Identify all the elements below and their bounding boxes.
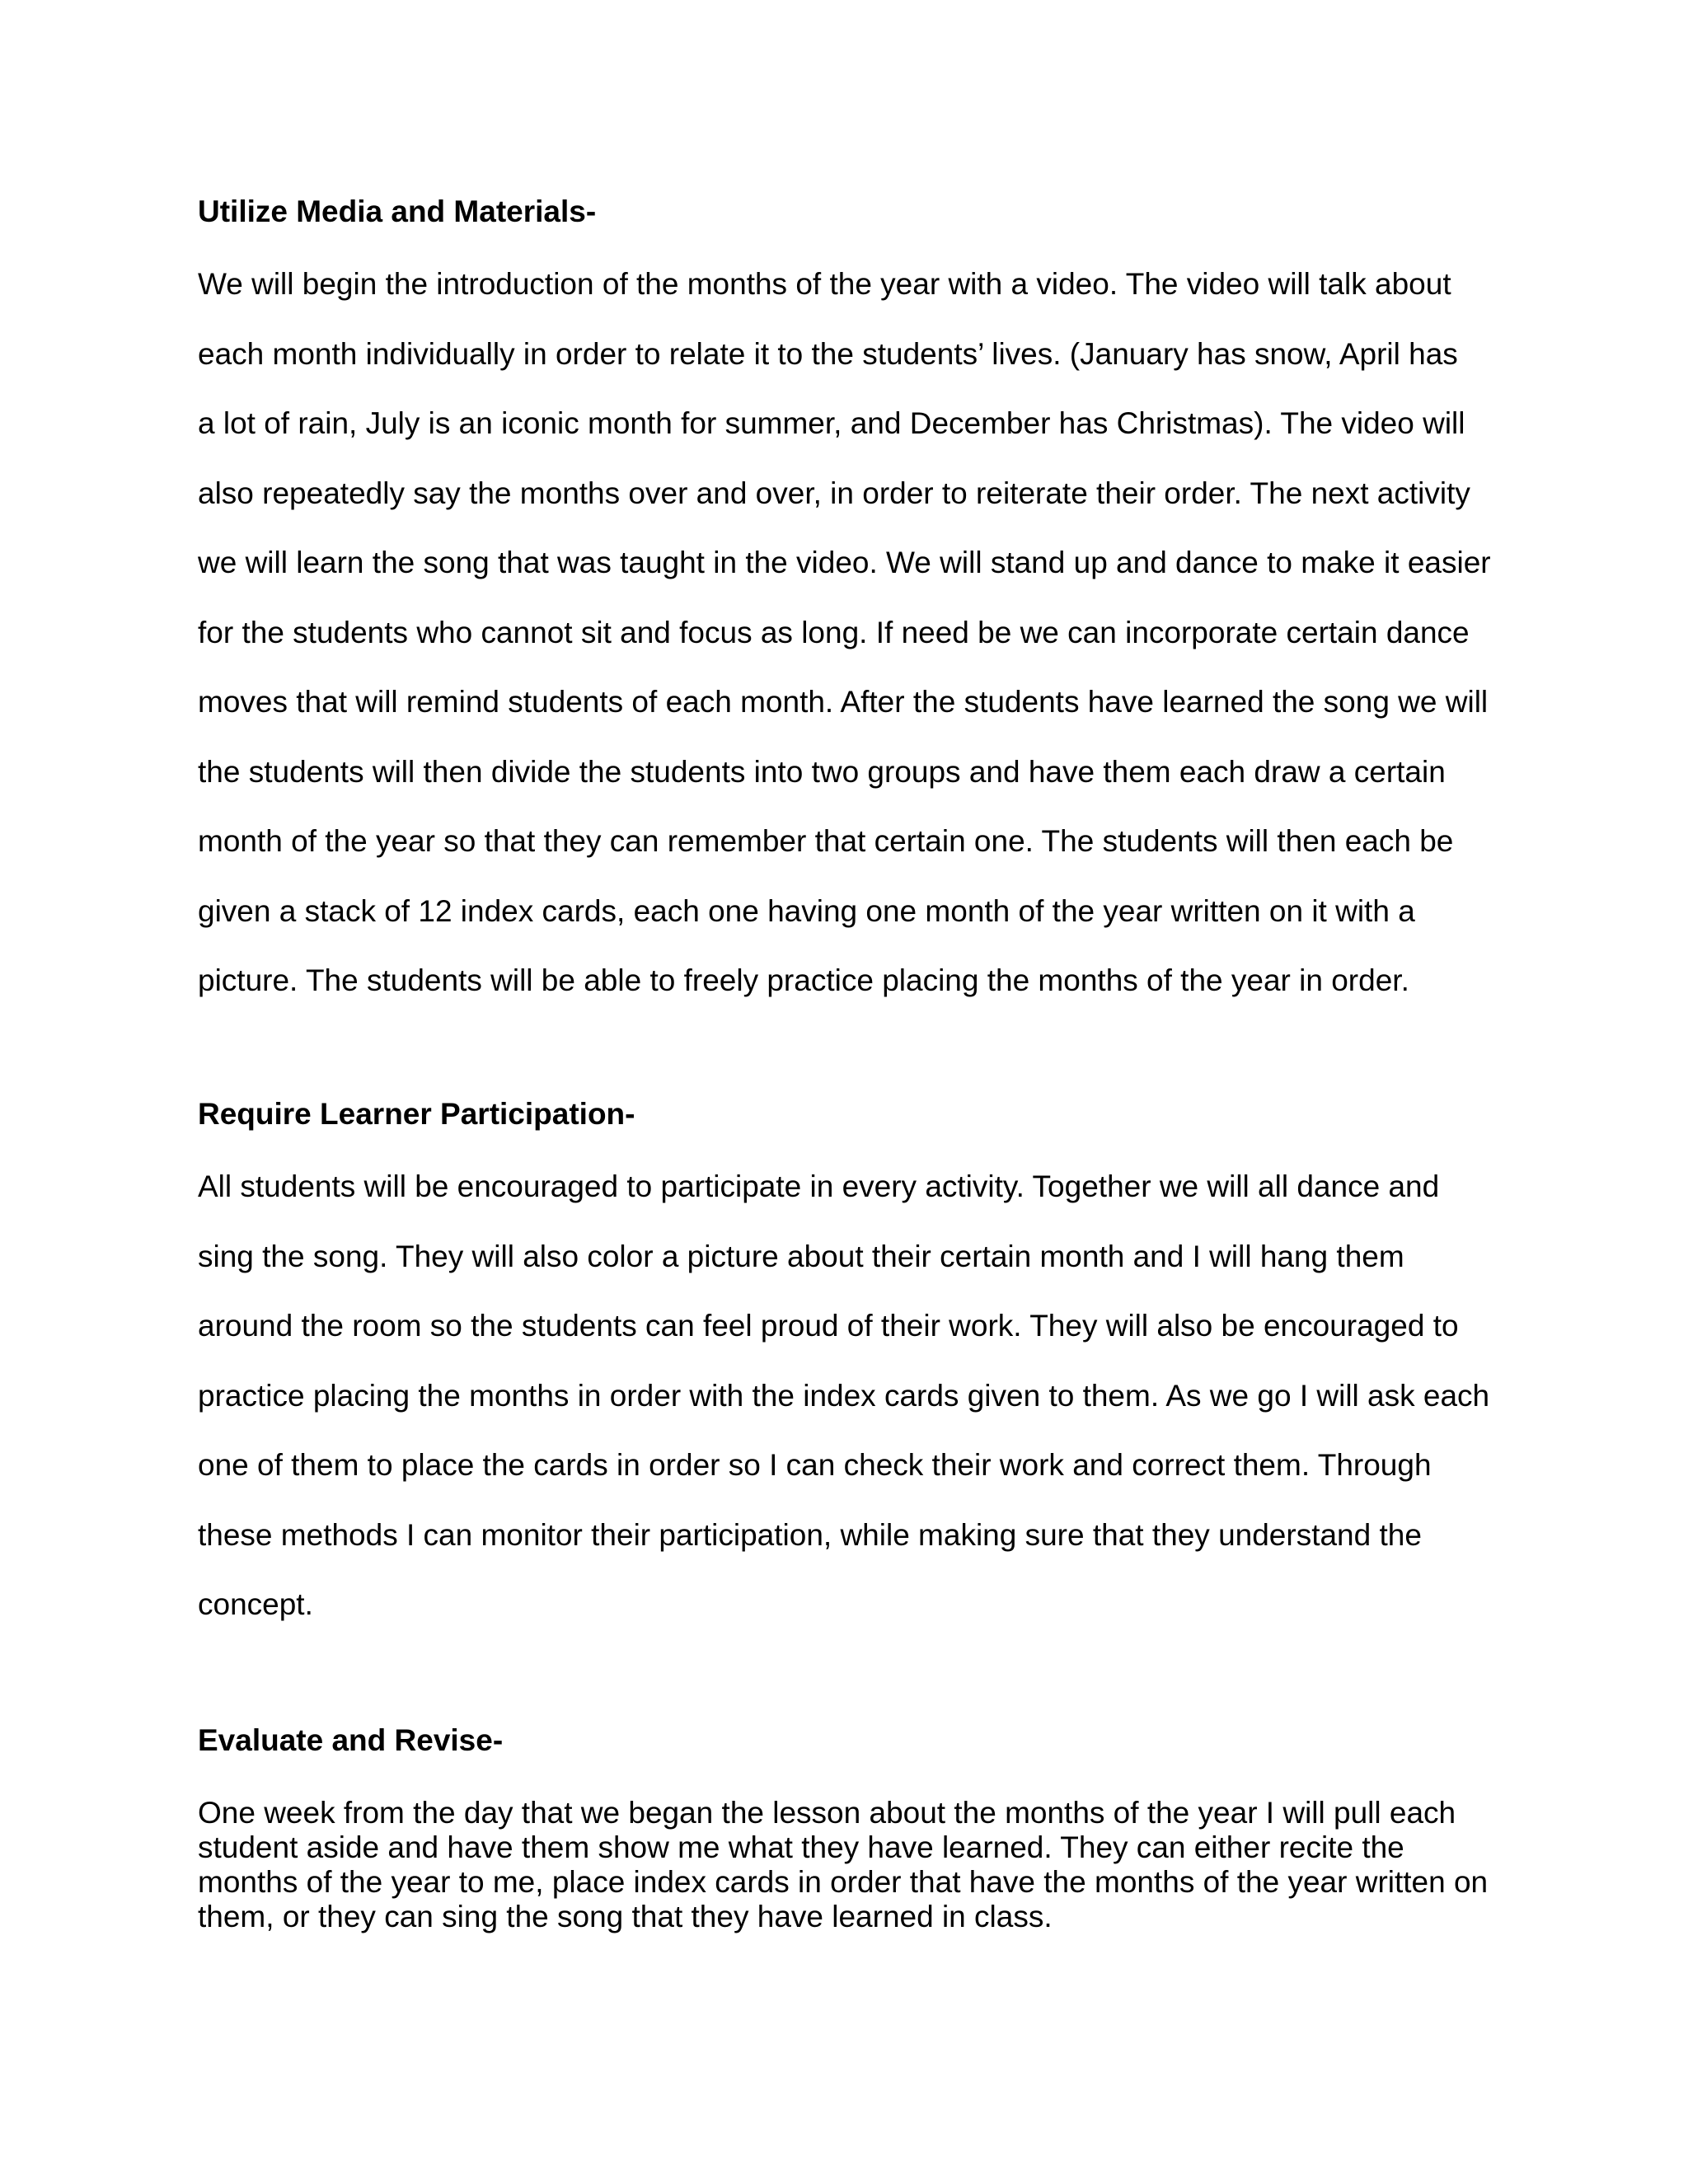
paragraph-line: for the students who cannot sit and focus as long. If need be we can incorporate certain dance (198, 615, 1470, 649)
section-evaluate-revise (198, 1722, 1517, 1933)
section-learner-participation (198, 1096, 1517, 1657)
paragraph-line: given a stack of 12 index cards, each one having one month of the year written on it with a (198, 893, 1415, 928)
paragraph-line: All students will be encouraged to participate in every activity. Together we will all dance and (198, 1169, 1440, 1203)
paragraph-line: each month individually in order to relate it to the students’ lives. (January has snow, April has (198, 336, 1458, 371)
section-heading: Evaluate and Revise- (198, 1723, 504, 1757)
paragraph-line: we will learn the song that was taught in the video. We will stand up and dance to make it easier (198, 546, 1491, 579)
paragraph-line: month of the year so that they can remember that certain one. The students will then each be (198, 824, 1454, 858)
paragraph-line: them, or they can sing the song that they have learned in class. (198, 1900, 1053, 1933)
paragraph-line: these methods I can monitor their participation, while making sure that they understand the (198, 1517, 1422, 1552)
paragraph-line: practice placing the months in order with the index cards given to them. As we go I will ask each (198, 1378, 1490, 1413)
section-heading: Utilize Media and Materials- (198, 194, 597, 228)
paragraph-line: picture. The students will be able to freely practice placing the months of the year in order. (198, 963, 1409, 997)
paragraph-line: one of them to place the cards in order so I can check their work and correct them. Through (198, 1448, 1432, 1482)
paragraph-line: around the room so the students can feel proud of their work. They will also be encouraged to (198, 1309, 1459, 1343)
paragraph-line: also repeatedly say the months over and over, in order to reiterate their order. The next activity (198, 476, 1470, 510)
paragraph-line: concept. (198, 1587, 313, 1621)
paragraph-line: a lot of rain, July is an iconic month for summer, and December has Christmas). The video will (198, 406, 1465, 440)
paragraph-line: One week from the day that we began the lesson about the months of the year I will pull each (198, 1796, 1456, 1830)
paragraph-line: the students will then divide the students into two groups and have them each draw a certain (198, 754, 1446, 789)
paragraph-line: We will begin the introduction of the months of the year with a video. The video will talk about (198, 267, 1451, 301)
paragraph-line: months of the year to me, place index cards in order that have the months of the year written on (198, 1865, 1489, 1899)
paragraph-line: student aside and have them show me what they have learned. They can either recite the (198, 1830, 1404, 1864)
section-utilize-media (198, 194, 1517, 1033)
section-heading: Require Learner Participation- (198, 1097, 635, 1131)
paragraph-line: sing the song. They will also color a picture about their certain month and I will hang them (198, 1239, 1404, 1273)
paragraph-line: moves that will remind students of each month. After the students have learned the song we will (198, 685, 1489, 719)
